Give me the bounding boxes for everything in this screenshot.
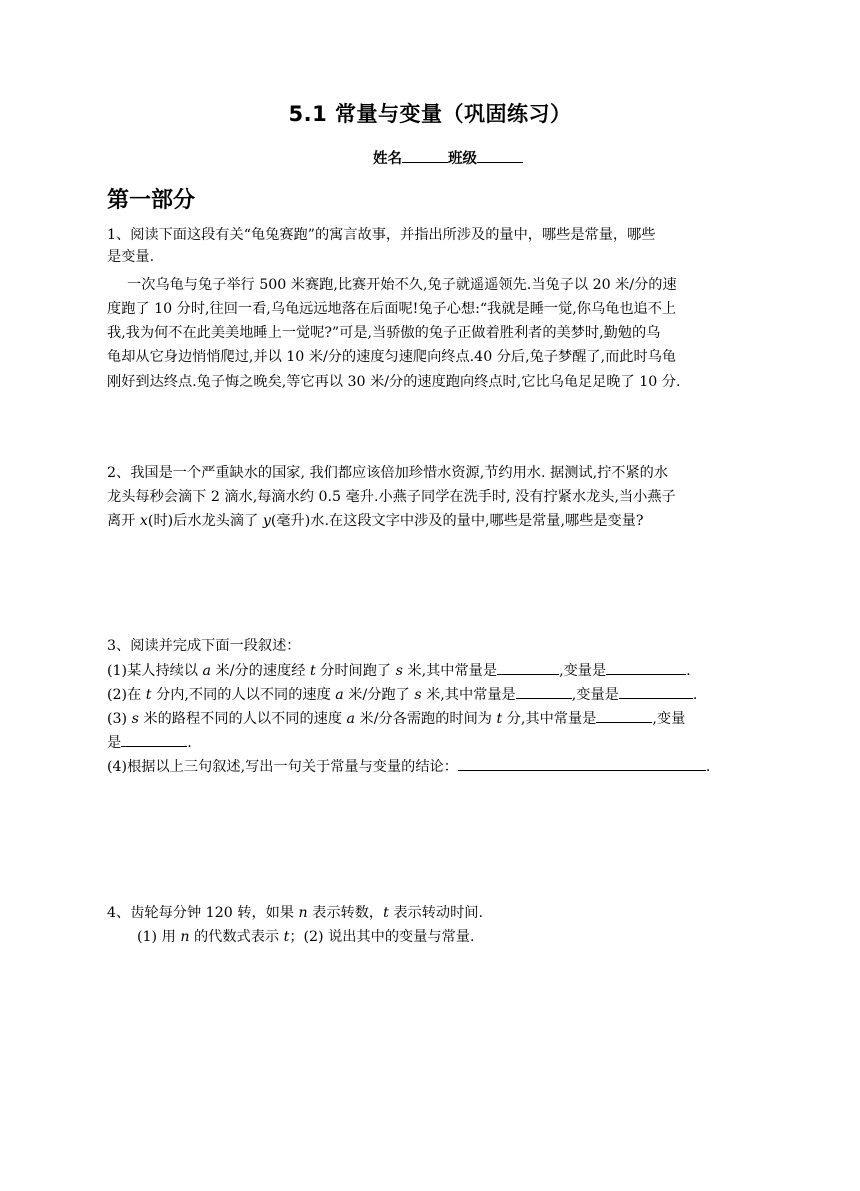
text: .: [692, 687, 698, 703]
answer-blank[interactable]: [596, 709, 652, 723]
text: 米,其中常量是: [402, 663, 498, 679]
text: 分,其中常量是: [502, 711, 597, 727]
text: 表示转动时间.: [388, 905, 483, 921]
text: (2)在: [107, 687, 146, 703]
name-class-bar: [373, 147, 523, 168]
q3-sentence-4: [107, 757, 710, 776]
text: 米的路程不同的人以不同的速度: [138, 711, 347, 727]
q1-line: 1、阅读下面这段有关“龟兔赛跑”的寓言故事，并指出所涉及的量中，哪些是常量，哪些: [107, 227, 656, 243]
text: 离开: [107, 513, 140, 529]
q1-line: 我,我为何不在此美美地睡上一觉呢?”可是,当骄傲的兔子正做着胜利者的美梦时,勤勉的乌: [107, 325, 661, 341]
q1-line: 刚好到达终点.兔子悔之晚矣,等它再以 30 米/分的速度跑向终点时,它比乌龟足足晚了 10 分.: [107, 374, 681, 390]
variable: a: [346, 711, 356, 727]
q3-sentence-3: [107, 709, 685, 728]
text: 的代数式表示: [189, 929, 284, 945]
text: (4)根据以上三句叙述,写出一句关于常量与变量的结论：: [107, 759, 458, 775]
text: 米/分各需跑的时间为: [355, 711, 497, 727]
text: .: [187, 735, 192, 751]
variable: a: [335, 687, 344, 703]
variable: s: [414, 687, 422, 703]
q1-line: 一次乌龟与兔子举行 500 米赛跑,比赛开始不久,兔子就遥遥领先.当兔子以 20 米/分的速: [127, 277, 677, 293]
variable: t: [383, 905, 389, 921]
variable: s: [131, 711, 139, 727]
q4-line-1: [107, 904, 483, 922]
text: .: [705, 759, 711, 775]
q4-line-2: [137, 928, 475, 946]
section-title: 第一部分: [107, 188, 196, 213]
variable: t: [283, 929, 290, 945]
variable: y: [262, 513, 271, 529]
variable: a: [202, 663, 212, 679]
answer-blank[interactable]: [121, 733, 187, 747]
variable: x: [139, 513, 148, 529]
text: 米,其中常量是: [421, 687, 516, 703]
text: 是: [107, 735, 122, 751]
variable: t: [496, 711, 503, 727]
variable: t: [309, 663, 316, 679]
text: ,变量是: [571, 687, 619, 703]
class-label: 班级: [448, 151, 477, 167]
text: 表示转数，: [307, 905, 384, 921]
variable: n: [298, 905, 308, 921]
q2-line: [107, 512, 644, 530]
q2-line: 2、我国是一个严重缺水的国家, 我们都应该倍加珍惜水资源,节约用水. 据测试,拧不紧的水: [107, 465, 669, 481]
text: (3): [107, 711, 132, 727]
text: ,变量是: [559, 663, 607, 679]
q1-line: 度跑了 10 分时,往回一看,乌龟远远地落在后面呢!兔子心想:“我就是睡一觉,你乌龟也追不上: [107, 301, 677, 317]
name-label: 姓名: [373, 151, 402, 167]
q3-sentence-2: [107, 685, 697, 704]
variable: s: [395, 663, 403, 679]
answer-blank[interactable]: [619, 685, 693, 699]
variable: t: [145, 687, 152, 703]
q1-line: 是变量.: [107, 249, 155, 265]
text: 分时间跑了: [315, 663, 396, 679]
text: (1)某人持续以: [107, 663, 203, 679]
text: (毫升)水.在这段文字中涉及的量中,哪些是常量,哪些是变量?: [270, 513, 644, 529]
text: 米/分跑了: [343, 687, 415, 703]
variable: n: [180, 929, 190, 945]
answer-blank[interactable]: [606, 661, 686, 675]
q1-line: 龟却从它身边悄悄爬过,并以 10 米/分的速度匀速爬向终点.40 分后,兔子梦醒了,而此时乌龟: [107, 349, 677, 365]
text: .: [686, 663, 691, 679]
text: 4、齿轮每分钟 120 转，如果: [107, 905, 299, 921]
answer-blank[interactable]: [516, 685, 572, 699]
text: 分内,不同的人以不同的速度: [151, 687, 336, 703]
class-blank[interactable]: [477, 148, 523, 163]
text: 米/分的速度经: [211, 663, 310, 679]
answer-blank[interactable]: [497, 661, 559, 675]
name-blank[interactable]: [402, 148, 448, 163]
q3-sentence-3-cont: [107, 733, 192, 752]
q3-sentence-1: [107, 661, 691, 680]
q2-line: 龙头每秒会滴下 2 滴水,每滴水约 0.5 毫升.小燕子同学在洗手时, 没有拧紧水龙头,当小燕子: [107, 489, 676, 505]
text: (1) 用: [137, 929, 181, 945]
q3-intro: 3、阅读并完成下面一段叙述：: [107, 638, 301, 654]
text: ；(2) 说出其中的变量与常量.: [289, 929, 475, 945]
page-title: 5.1 常量与变量（巩固练习）: [288, 102, 572, 126]
answer-blank[interactable]: [458, 757, 706, 771]
text: (时)后水龙头滴了: [147, 513, 263, 529]
text: ,变量: [652, 711, 686, 727]
